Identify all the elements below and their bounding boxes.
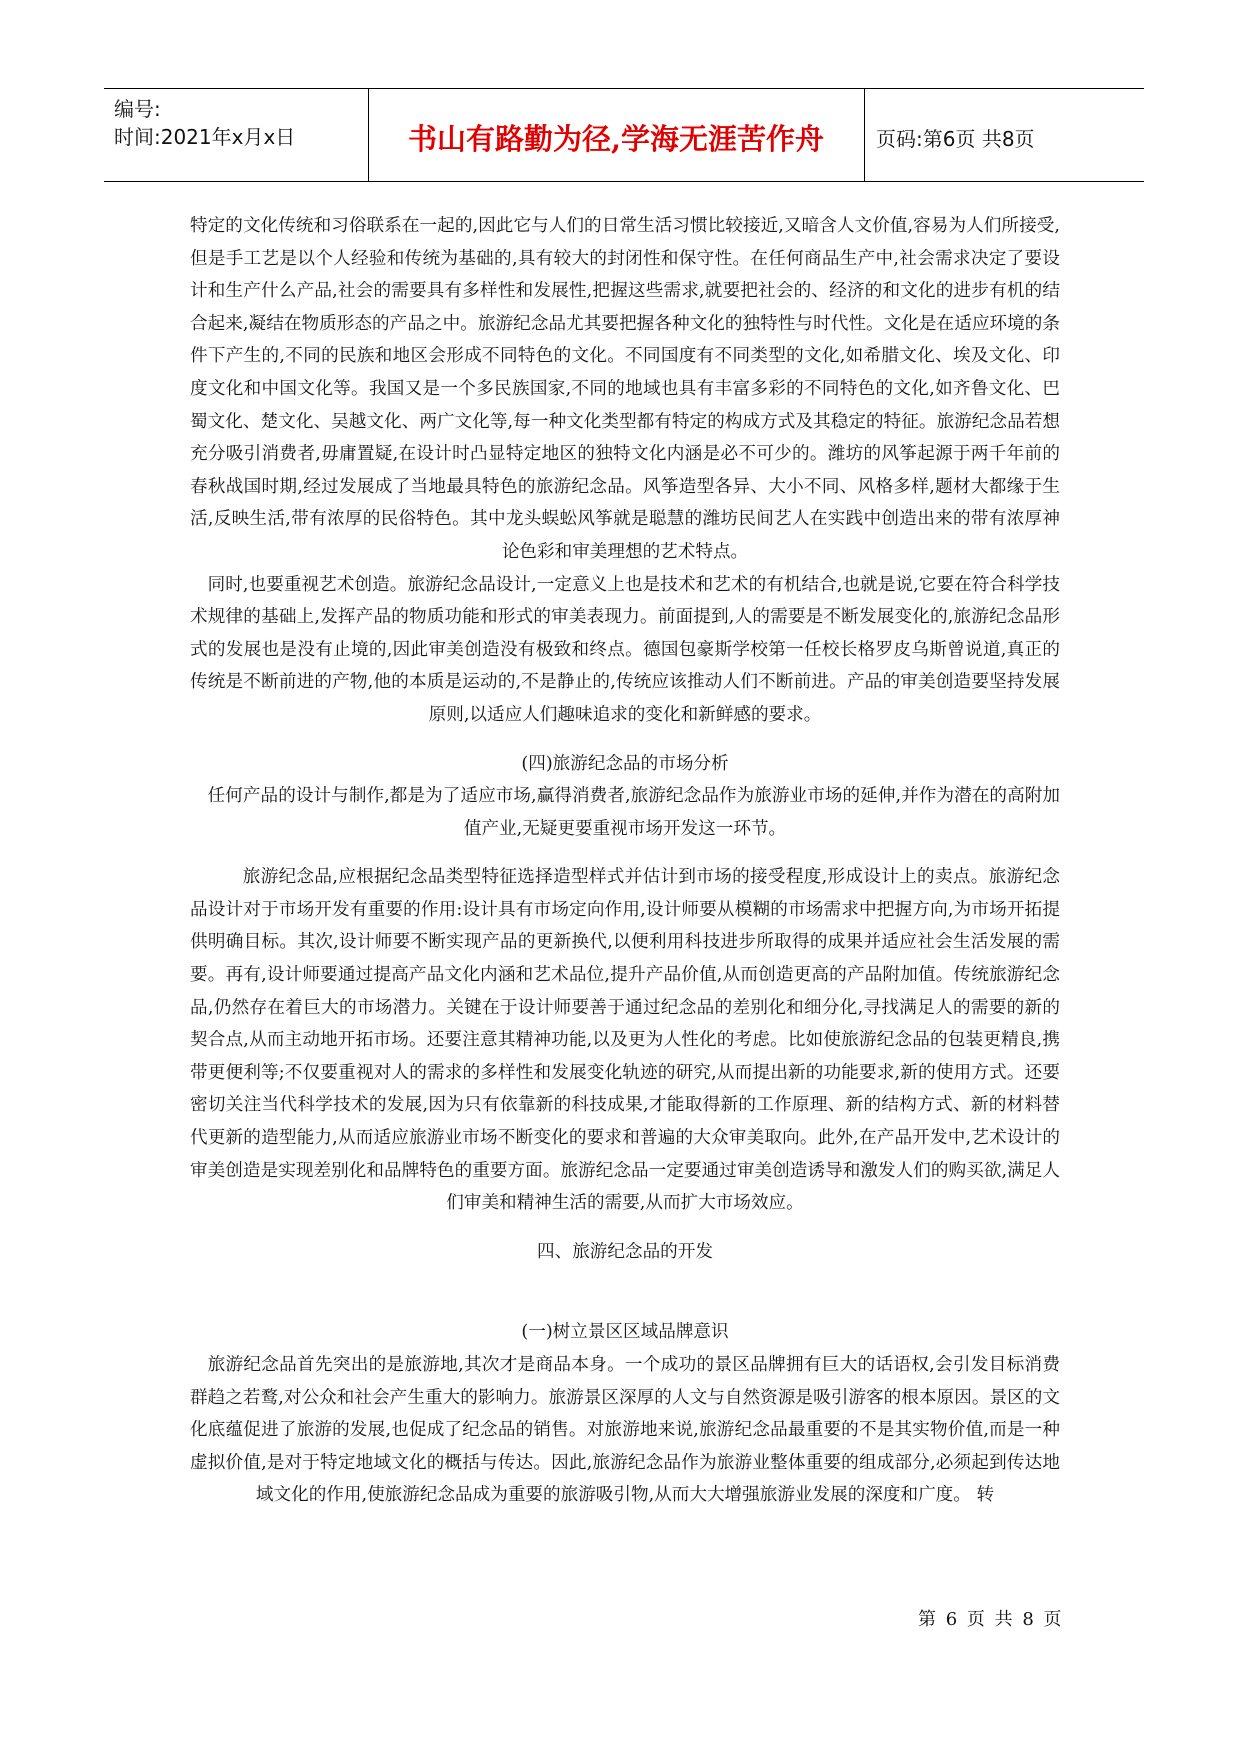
section-heading-brand-awareness: (一)树立景区区域品牌意识	[521, 1322, 729, 1343]
footer-page-indicator: 第 6 页 共 8 页	[918, 1609, 1064, 1630]
document-time-label: 时间:2021年x月x日	[114, 125, 296, 149]
header-motto-cell	[368, 89, 865, 181]
paragraph-culture: 特定的文化传统和习俗联系在一起的,因此它与人们的日常生活习惯比较接近,又暗含人文价值,容易为人们所接受,但是手工艺是以个人经验和传统为基础的,具有较大的封闭性和保守性。在任何商品生产中,社会需求决定了要设计和生产什么产品,社会的需要具有多样性和发展性,把握这些需求,就要把社会的、经济的和文化的进步有机的结合起来,凝结在物质形态的产品之中。旅游纪念品尤其要把握各种文化的独特性与时代性。文化是在适应环境的条件下产生的,不同的民族和地区会形成不同特色的文化。不同国度有不同类型的文化,如希腊文化、埃及文化、印度文化和中国文化等。我国又是一个多民族国家,不同的地域也具有丰富多彩的不同特色的文化,如齐鲁文化、巴蜀文化、楚文化、吴越文化、两广文化等,每一种文化类型都有特定的构成方式及其稳定的特征。旅游纪念品若想充分吸引消费者,毋庸置疑,在设计时凸显特定地区的独特文化内涵是必不可少的。潍坊的风筝起源于两千年前的春秋战国时期,经过发展成了当地最具特色的旅游纪念品。风筝造型各异、大小不同、风格多样,题材大都缘于生活,反映生活,带有浓厚的民俗特色。其中龙头蜈蚣风筝就是聪慧的潍坊民间艺人在实践中创造出来的带有浓厚神论色彩和审美理想的艺术特点。	[190, 216, 1060, 562]
header-info-cell	[104, 89, 369, 181]
header-page-label: 页码:第6页 共8页	[876, 127, 1035, 151]
section-heading-market-analysis: (四)旅游纪念品的市场分析	[521, 753, 729, 774]
document-header	[104, 88, 1144, 182]
paragraph-market-intro: 任何产品的设计与制作,都是为了适应市场,赢得消费者,旅游纪念品作为旅游业市场的延伸,并作为潜在的高附加值产业,无疑更要重视市场开发这一环节。	[207, 786, 1060, 839]
chapter-heading-development: 四、旅游纪念品的开发	[537, 1241, 713, 1262]
document-body	[190, 210, 1060, 1512]
paragraph-market-detail: 旅游纪念品,应根据纪念品类型特征选择造型样式并估计到市场的接受程度,形成设计上的卖点。旅游纪念品设计对于市场开发有重要的作用:设计具有市场定向作用,设计师要从模糊的市场需求中把握方向,为市场开拓提供明确目标。其次,设计师要不断实现产品的更新换代,以便利用科技进步所取得的成果并适应社会生活发展的需要。再有,设计师要通过提高产品文化内涵和艺术品位,提升产品价值,从而创造更高的产品附加值。传统旅游纪念品,仍然存在着巨大的市场潜力。关键在于设计师要善于通过纪念品的差别化和细分化,寻找满足人的需要的新的契合点,从而主动地开拓市场。还要注意其精神功能,以及更为人性化的考虑。比如使旅游纪念品的包装更精良,携带更便利等;不仅要重视对人的需求的多样性和发展变化轨迹的研究,从而提出新的功能要求,新的使用方式。还要密切关注当代科学技术的发展,因为只有依靠新的科技成果,才能取得新的工作原理、新的结构方式、新的材料替代更新的造型能力,从而适应旅游业市场不断变化的要求和普遍的大众审美取向。此外,在产品开发中,艺术设计的审美创造是实现差别化和品牌特色的重要方面。旅游纪念品一定要通过审美创造诱导和激发人们的购买欲,满足人们审美和精神生活的需要,从而扩大市场效应。	[190, 867, 1060, 1214]
paragraph-art-creation: 同时,也要重视艺术创造。旅游纪念品设计,一定意义上也是技术和艺术的有机结合,也就是说,它要在符合科学技术规律的基础上,发挥产品的物质功能和形式的审美表现力。前面提到,人的需要是不断发展变化的,旅游纪念品形式的发展也是没有止境的,因此审美创造没有极致和终点。德国包豪斯学校第一任校长格罗皮乌斯曾说道,真正的传统是不断前进的产物,他的本质是运动的,不是静止的,传统应该推动人们不断前进。产品的审美创造要坚持发展原则,以适应人们趣味追求的变化和新鲜感的要求。	[190, 574, 1060, 725]
document-number-label: 编号:	[114, 97, 161, 121]
header-motto: 书山有路勤为径,学海无涯苦作舟	[407, 122, 825, 156]
paragraph-brand: 旅游纪念品首先突出的是旅游地,其次才是商品本身。一个成功的景区品牌拥有巨大的话语权,会引发目标消费群趋之若鹜,对公众和社会产生重大的影响力。旅游景区深厚的人文与自然资源是吸引游客的根本原因。景区的文化底蕴促进了旅游的发展,也促成了纪念品的销售。对旅游地来说,旅游纪念品最重要的不是其实物价值,而是一种虚拟价值,是对于特定地域文化的概括与传达。因此,旅游纪念品作为旅游业整体重要的组成部分,必须起到传达地域文化的作用,使旅游纪念品成为重要的旅游吸引物,从而大大增强旅游业发展的深度和广度。 转	[190, 1355, 1060, 1506]
header-page-cell	[864, 89, 1144, 181]
